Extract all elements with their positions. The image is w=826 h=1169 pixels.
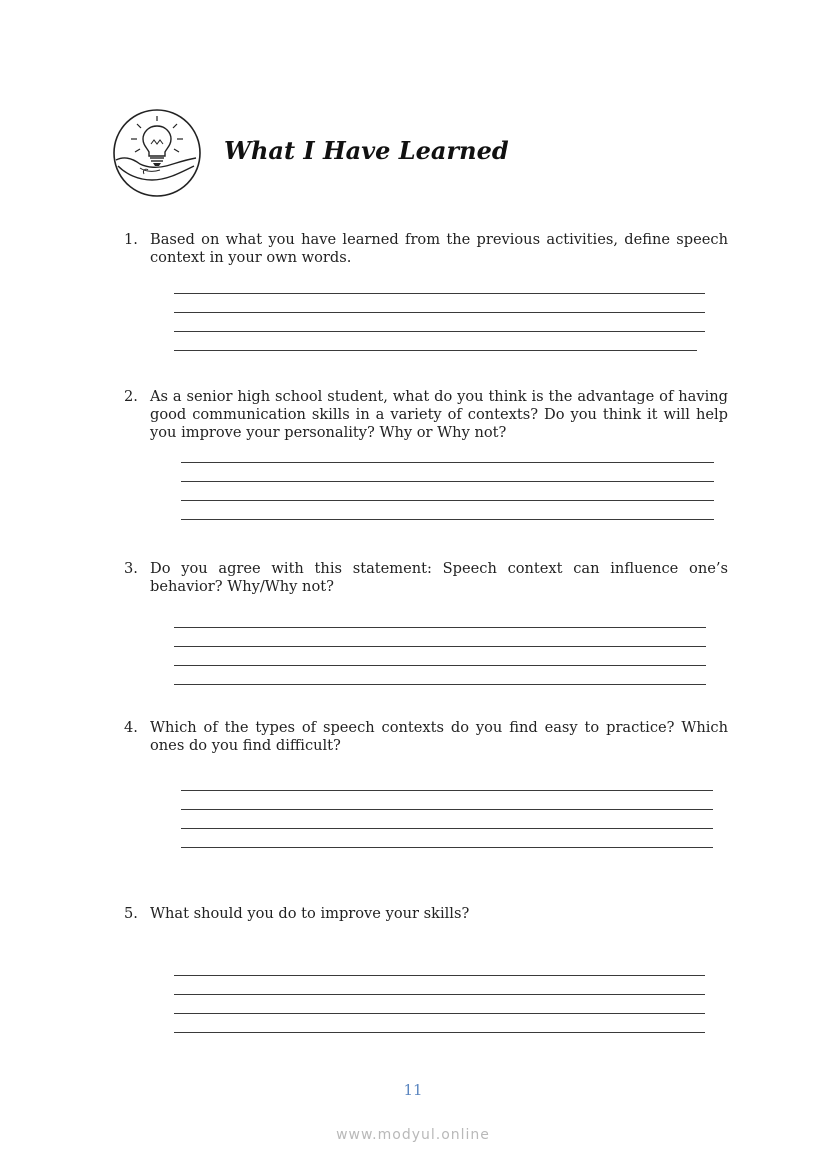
question-number: 5.: [124, 905, 138, 922]
answer-line[interactable]: [181, 519, 714, 520]
answer-lines-4[interactable]: [181, 790, 713, 866]
answer-line[interactable]: [181, 828, 713, 829]
answer-line[interactable]: [174, 994, 705, 995]
question-number: 1.: [124, 231, 138, 248]
question-3: [124, 560, 728, 596]
question-text: Based on what you have learned from the previous activities, define speech context in your own words.: [150, 231, 728, 266]
question-text: What should you do to improve your skills?: [150, 905, 470, 922]
answer-line[interactable]: [181, 481, 714, 482]
answer-line[interactable]: [181, 790, 713, 791]
question-text: As a senior high school student, what do you think is the advantage of having good communication skills in a variety of contexts? Do you think it will help you improve your personality? Why or Why not?: [150, 388, 728, 441]
answer-line[interactable]: [174, 684, 706, 685]
question-2: [124, 388, 728, 442]
question-text: Which of the types of speech contexts do you find easy to practice? Which ones do you find difficult?: [150, 719, 728, 754]
answer-line[interactable]: [174, 1032, 705, 1033]
answer-line[interactable]: [174, 350, 697, 351]
section-header: [112, 108, 612, 198]
page-title: What I Have Learned: [224, 136, 509, 165]
answer-line[interactable]: [181, 847, 713, 848]
answer-line[interactable]: [174, 1013, 705, 1014]
answer-line[interactable]: [174, 975, 705, 976]
answer-line[interactable]: [174, 312, 705, 313]
question-text: Do you agree with this statement: Speech context can influence one’s behavior? Why/Why not?: [150, 560, 728, 595]
watermark: www.modyul.online: [336, 1127, 490, 1143]
question-1: [124, 231, 728, 267]
question-5: [124, 905, 728, 923]
answer-line[interactable]: [174, 293, 705, 294]
answer-line[interactable]: [181, 500, 714, 501]
lightbulb-hand-icon: [112, 108, 202, 198]
answer-line[interactable]: [174, 627, 706, 628]
question-number: 2.: [124, 388, 138, 405]
answer-lines-1[interactable]: [174, 293, 705, 369]
answer-lines-3[interactable]: [174, 627, 706, 703]
question-4: [124, 719, 728, 755]
answer-line[interactable]: [181, 462, 714, 463]
answer-lines-2[interactable]: [181, 462, 714, 538]
answer-line[interactable]: [174, 646, 706, 647]
question-number: 3.: [124, 560, 138, 577]
answer-line[interactable]: [174, 665, 706, 666]
answer-line[interactable]: [174, 331, 705, 332]
question-number: 4.: [124, 719, 138, 736]
answer-line[interactable]: [181, 809, 713, 810]
page-number: 11: [403, 1081, 423, 1099]
answer-lines-5[interactable]: [174, 975, 705, 1051]
